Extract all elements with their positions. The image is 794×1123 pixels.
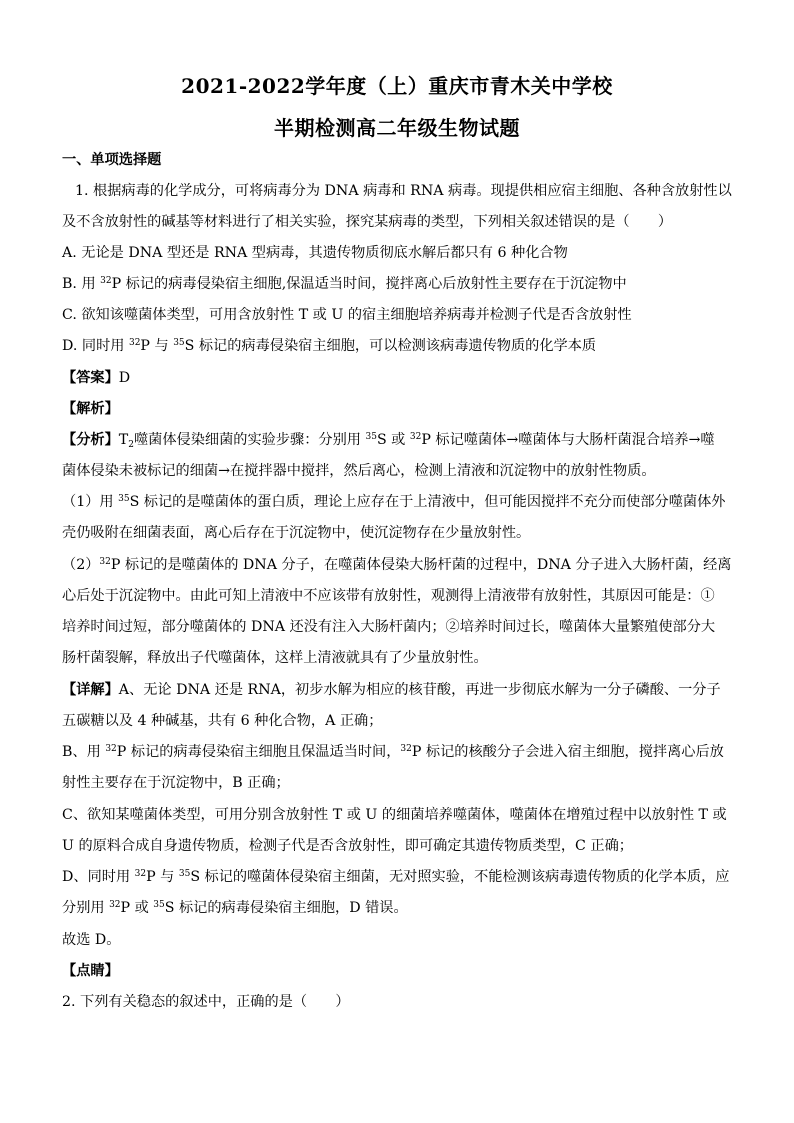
isotope-number: 32 — [400, 744, 412, 754]
analysis-label: 【解析】 — [62, 401, 119, 417]
fenxi-point-2-line-1 — [62, 555, 732, 575]
text-fragment: （2） — [62, 557, 100, 573]
isotope-number: 35 — [173, 338, 185, 348]
text-fragment: D. 同时用 — [62, 338, 129, 354]
fenxi-line-2: 菌体侵染未被标记的细菌→在搅拌器中搅拌，然后离心，检测上清液和沉淀物中的放射性物质。 — [62, 463, 656, 479]
exam-subtitle: 半期检测高二年级生物试题 — [274, 116, 520, 140]
dianjing-label: 【点睛】 — [62, 963, 119, 979]
isotope-number: 32 — [134, 869, 147, 879]
xiangjie-c-line-1: C、欲知某噬菌体类型，可用分别含放射性 T 或 U 的细菌培养噬菌体，噬菌体在增殖过程中以放射性 T 或 — [62, 807, 727, 823]
text-fragment: P 标记的病毒侵染宿主细胞且保温适当时间， — [116, 744, 401, 760]
xiangjie-a-line-1 — [62, 680, 732, 700]
subscript-number: 2 — [128, 440, 134, 450]
text-fragment: A、无论 DNA 还是 RNA，初步水解为相应的核苷酸，再进一步彻底水解为一分子磷酸、一分子 — [118, 682, 721, 698]
answer-label: 【答案】 — [62, 370, 119, 386]
text-fragment: S 标记的噬菌体侵染宿主细菌，无对照实验，不能检测该病毒遗传物质的化学本质，应 — [190, 869, 730, 885]
isotope-number: 32 — [99, 557, 111, 567]
fenxi-line-1 — [62, 430, 732, 450]
text-fragment: B. 用 — [62, 276, 101, 292]
text-fragment: 噬菌体侵染细菌的实验步骤：分别用 — [133, 432, 366, 448]
xiangjie-c-line-2: U 的原料合成自身遗传物质，检测子代是否含放射性，即可确定其遗传物质类型，C 正确； — [62, 838, 633, 854]
q1-stem-line-2: 及不含放射性的碱基等材料进行了相关实验，探究某病毒的类型，下列相关叙述错误的是（ ） — [62, 214, 673, 230]
q1-stem-line-1: 1. 根据病毒的化学成分，可将病毒分为 DNA 病毒和 RNA 病毒。现提供相应宿主细胞、各种含放射性以 — [75, 183, 732, 199]
answer-value: D — [118, 370, 131, 386]
q1-option-a: A. 无论是 DNA 型还是 RNA 型病毒，其遗传物质彻底水解后都只有 6 种化合物 — [62, 245, 568, 261]
xiangjie-b-line-2: 射性主要存在于沉淀物中，B 正确； — [62, 775, 290, 791]
isotope-number: 35 — [365, 432, 377, 442]
text-fragment: P 或 — [120, 900, 154, 916]
text-fragment: P 标记噬菌体→噬菌体与大肠杆菌混合培养→噬 — [421, 432, 715, 448]
answer-line — [62, 368, 732, 388]
section-heading: 一、单项选择题 — [62, 152, 162, 168]
text-fragment: （1）用 — [62, 494, 119, 510]
fenxi-point-2-line-3: 培养时间过短，部分噬菌体的 DNA 还没有注入大肠杆菌内；②培养时间过长，噬菌体大量繁殖使部分大 — [62, 619, 716, 635]
isotope-number: 35 — [118, 494, 130, 504]
fenxi-point-2-line-4: 肠杆菌裂解，释放出子代噬菌体，这样上清液就具有了少量放射性。 — [62, 650, 488, 666]
isotope-number: 32 — [409, 432, 422, 442]
isotope-number: 32 — [100, 276, 112, 286]
xiangjie-label: 【详解】 — [62, 682, 119, 698]
isotope-number: 35 — [178, 869, 191, 879]
text-fragment: T — [118, 432, 129, 448]
q1-option-c: C. 欲知该噬菌体类型，可用含放射性 T 或 U 的宿主细胞培养病毒并检测子代是否含放射性 — [62, 307, 632, 323]
fenxi-label: 【分析】 — [62, 432, 119, 448]
isotope-number: 32 — [128, 338, 141, 348]
text-fragment: P 与 — [146, 869, 179, 885]
xiangjie-d-line-2 — [62, 898, 732, 918]
text-fragment: S 标记的是噬菌体的蛋白质，理论上应存在于上清液中，但可能因搅拌不充分而使部分噬菌体外 — [129, 494, 726, 510]
fenxi-point-2-line-2: 心后处于沉淀物中。由此可知上清液中不应该带有放射性，观测得上清液带有放射性，其原因可能是：① — [62, 588, 715, 604]
xiangjie-d-line-1 — [62, 867, 732, 887]
text-fragment: S 标记的病毒侵染宿主细胞，D 错误。 — [164, 900, 408, 916]
isotope-number: 32 — [105, 744, 117, 754]
q1-option-b — [62, 274, 732, 294]
text-fragment: S 或 — [376, 432, 410, 448]
isotope-number: 35 — [153, 900, 165, 910]
text-fragment: 分别用 — [62, 900, 110, 916]
exam-title: 2021-2022学年度（上）重庆市青木关中学校 — [181, 74, 613, 98]
text-fragment: B、用 — [62, 744, 106, 760]
text-fragment: D、同时用 — [62, 869, 135, 885]
fenxi-point-1-line-2: 壳仍吸附在细菌表面，离心后存在于沉淀物中，使沉淀物存在少量放射性。 — [62, 525, 531, 541]
text-fragment: P 与 — [140, 338, 174, 354]
text-fragment: P 标记的是噬菌体的 DNA 分子，在噬菌体侵染大肠杆菌的过程中，DNA 分子进入大肠杆菌，经离 — [110, 557, 732, 573]
text-fragment: P 标记的病毒侵染宿主细胞,保温适当时间，搅拌离心后放射性主要存在于沉淀物中 — [111, 276, 627, 292]
xiangjie-a-line-2: 五碳糖以及 4 种碱基，共有 6 种化合物，A 正确； — [62, 713, 383, 729]
text-fragment: S 标记的病毒侵染宿主细胞，可以检测该病毒遗传物质的化学本质 — [184, 338, 597, 354]
conclusion: 故选 D。 — [62, 932, 121, 948]
xiangjie-b-line-1 — [62, 742, 732, 762]
isotope-number: 32 — [109, 900, 121, 910]
q1-option-d — [62, 336, 732, 356]
fenxi-point-1-line-1 — [62, 492, 732, 512]
q2-stem: 2. 下列有关稳态的叙述中，正确的是（ ） — [62, 994, 350, 1010]
text-fragment: P 标记的核酸分子会进入宿主细胞，搅拌离心后放 — [411, 744, 724, 760]
